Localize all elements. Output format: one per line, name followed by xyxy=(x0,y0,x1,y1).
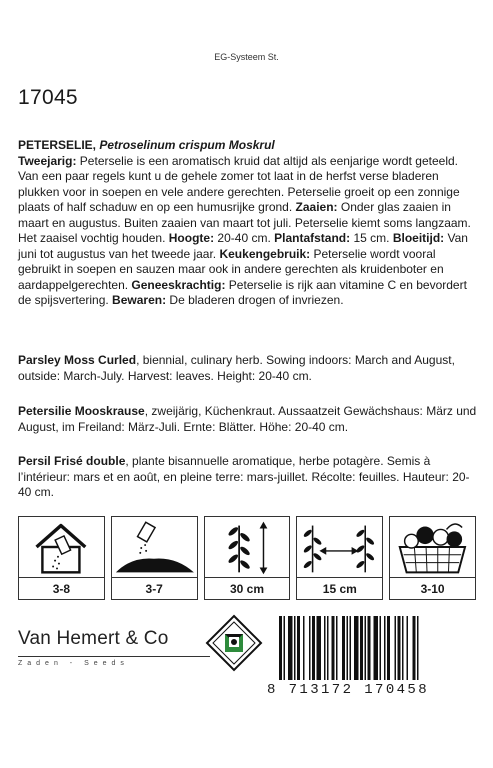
brand-logo-icon xyxy=(205,614,263,672)
barcode-bar xyxy=(365,616,367,680)
icon-label: 3-7 xyxy=(145,581,163,596)
nl-zaaien-text: Onder glas zaaien in maart en augustus. Buiten zaaien van maart tot juli. Peterselie kiemt soms langzaam. Het zaaisel vochtig houden. xyxy=(18,200,471,245)
french-description xyxy=(18,454,480,501)
fr-text: , plante bisannuelle aromatique, herbe potagère. Semis à l’intérieur: mars et en août, en pleine terre: mars-juillet. Récolte: feuilles. Hauteur: 20-40 cm. xyxy=(18,454,470,499)
en-text: , biennial, culinary herb. Sowing indoors: March and August, outside: March-July. Harvest: leaves. Height: 20-40 cm. xyxy=(18,353,455,383)
barcode-bar xyxy=(380,616,382,680)
nl-bloeitijd-text: Van juni tot augustus van het tweede jaar. xyxy=(18,231,468,261)
barcode-bar xyxy=(354,616,359,680)
barcode-bar xyxy=(294,616,296,680)
barcode-bar xyxy=(336,616,338,680)
barcode-bar xyxy=(297,616,300,680)
nl-bewaren-text: De bladeren drogen of invriezen. xyxy=(166,293,344,307)
barcode-bar xyxy=(417,616,419,680)
nl-keuken-label: Keukengebruik: xyxy=(219,246,311,261)
barcode-bar xyxy=(374,616,379,680)
nl-title-name: PETERSELIE, xyxy=(18,138,97,152)
greenhouse-sowing-icon xyxy=(19,517,104,577)
nl-plantafstand-text: 15 cm. xyxy=(350,231,390,245)
german-description xyxy=(18,404,480,435)
barcode-bar xyxy=(398,616,401,680)
icon-label: 15 cm xyxy=(322,581,357,596)
nl-hoogte-label: Hoogte: xyxy=(168,231,215,245)
nl-genees-text: Peterselie is rijk aan vitamine C en bevordert de spijsvertering. xyxy=(18,277,467,307)
brand-block xyxy=(18,628,210,667)
plant-spacing-icon xyxy=(297,517,382,577)
barcode xyxy=(267,616,475,696)
nl-plantafstand-label: Plantafstand: xyxy=(274,231,351,245)
icon-label: 30 cm xyxy=(229,581,264,596)
icon-label: 3-10 xyxy=(420,581,445,596)
icon-card-outdoor xyxy=(111,516,198,600)
brand-subtitle: Zaden - Seeds xyxy=(18,660,129,667)
product-code: 17045 xyxy=(18,86,78,109)
barcode-bar xyxy=(413,616,416,680)
fr-name: Persil Frisé double xyxy=(18,454,126,468)
harvest-basket-icon xyxy=(390,517,475,577)
barcode-bar xyxy=(327,616,329,680)
de-name: Petersilie Mooskrause xyxy=(18,404,145,418)
nl-keuken-text: Peterselie wordt vooral gebruikt in soepen en sauzen maar ook in andere gerechten als kruidenboter en aardappelgerechten. xyxy=(18,246,444,292)
nl-tweejarig-text: Peterselie is een aromatisch kruid dat altijd als eenjarige wordt geteeld. Van een paar regels kunt u de gehele zomer tot laat in de herfst verse bladeren plukken voor in soepen en vele andere gerechten. Peterselie groeit op een zonnige plaats of half schaduw en op een humusrijke grond. xyxy=(18,153,460,214)
barcode-bar xyxy=(309,616,311,680)
barcode-bar xyxy=(317,616,322,680)
barcode-bars xyxy=(267,616,475,680)
barcode-bar xyxy=(284,616,286,680)
nl-genees-label: Geneeskrachtig: xyxy=(131,277,226,292)
barcode-bar xyxy=(360,616,363,680)
nl-hoogte-text: 20-40 cm. xyxy=(214,231,275,245)
barcode-bar xyxy=(387,616,390,680)
icon-card-spacing xyxy=(296,516,383,600)
barcode-bar xyxy=(395,616,397,680)
nl-zaaien-label: Zaaien: xyxy=(295,200,338,214)
nl-bewaren-label: Bewaren: xyxy=(112,293,167,307)
dutch-description xyxy=(18,138,480,309)
barcode-number: 8 713172 170458 xyxy=(267,682,430,698)
barcode-bar xyxy=(402,616,404,680)
sowing-icons-row xyxy=(18,516,476,600)
nl-tweejarig-label: Tweejarig: xyxy=(18,153,77,168)
nl-bloeitijd-label: Bloeitijd: xyxy=(392,231,445,245)
brand-name: Van Hemert & Co xyxy=(18,628,169,649)
icon-card-height xyxy=(204,516,291,600)
barcode-bar xyxy=(312,616,315,680)
barcode-bar xyxy=(350,616,352,680)
barcode-bar xyxy=(279,616,282,680)
brand-divider xyxy=(18,656,210,657)
de-text: , zweijärig, Küchenkraut. Aussaatzeit Gewächshaus: März und August, im Freiland: März-Juli. Ernte: Blätter. Höhe: 20-40 cm. xyxy=(18,404,477,434)
barcode-bar xyxy=(332,616,335,680)
icon-card-greenhouse xyxy=(18,516,105,600)
icon-card-harvest xyxy=(389,516,476,600)
barcode-bar xyxy=(288,616,293,680)
barcode-bar xyxy=(347,616,349,680)
icon-label: 3-8 xyxy=(52,581,71,596)
barcode-bar xyxy=(368,616,371,680)
outdoor-sowing-icon xyxy=(112,517,197,577)
barcode-bar xyxy=(324,616,326,680)
nl-title-latin: Petroselinum crispum Moskrul xyxy=(99,138,275,152)
english-description xyxy=(18,353,480,384)
barcode-bar xyxy=(407,616,409,680)
en-name: Parsley Moss Curled xyxy=(18,353,137,367)
plant-height-icon xyxy=(205,517,290,577)
barcode-bar xyxy=(342,616,345,680)
barcode-bar xyxy=(384,616,386,680)
barcode-bar xyxy=(303,616,305,680)
system-note: EG-Systeem St. xyxy=(214,52,279,62)
